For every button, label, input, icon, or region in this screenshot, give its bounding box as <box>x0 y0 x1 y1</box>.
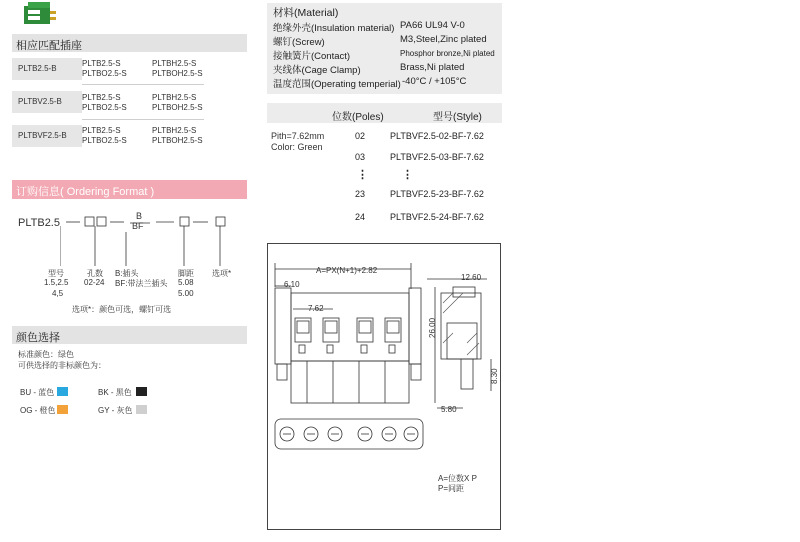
color-bu-label: BU - 蓝色 <box>20 388 55 397</box>
order-holes-v1: 02-24 <box>84 278 105 287</box>
material-value-2: M3,Steel,Zinc plated <box>400 34 487 45</box>
order-model-v1: 1.5,2.5 <box>44 278 69 287</box>
color-gy-label: GY - 灰色 <box>98 406 133 415</box>
order-pitch-v1: 5.08 <box>178 278 194 287</box>
dim-total: A=PX(N+1)+2.82 <box>316 266 378 275</box>
color-og-label: OG - 橙色 <box>20 406 56 415</box>
dim-762: 7.62 <box>308 304 324 313</box>
color-optional: 可供选择的非标颜色为： <box>18 361 106 370</box>
order-note: 选项*：颜色可选，螺钉可选 <box>72 305 172 314</box>
compat-col2-1b: PLTBOH2.5-S <box>152 69 203 78</box>
compatible-title: 相应匹配插座 <box>16 40 82 52</box>
order-b-bottom: BF <box>132 221 144 231</box>
compat-label-3: PLTBVF2.5-B <box>12 125 82 147</box>
ordering-title: 订购信息( Ordering Format ) <box>16 186 155 198</box>
technical-drawing <box>267 243 501 530</box>
style-cell-1: PLTBVF2.5-02-BF-7.62 <box>390 131 484 141</box>
dim-830: 8.30 <box>490 368 499 384</box>
color-title: 颜色选择 <box>16 332 60 344</box>
order-code-prefix: PLTB2.5 <box>18 217 60 229</box>
compat-col1-1b: PLTBO2.5-S <box>82 69 127 78</box>
compat-col2-3a: PLTBH2.5-S <box>152 126 197 135</box>
style-cell-4: PLTBVF2.5-23-BF-7.62 <box>390 189 484 199</box>
compat-col1-2b: PLTBO2.5-S <box>82 103 127 112</box>
material-name-5: 温度范围(Operating temperial) <box>273 79 401 90</box>
compat-col2-2a: PLTBH2.5-S <box>152 93 197 102</box>
color-og-swatch <box>57 405 68 414</box>
compat-label-1: PLTB2.5-B <box>12 58 82 80</box>
material-title: 材料(Material) <box>273 7 339 19</box>
style-header: 型号(Style) <box>433 112 482 123</box>
compat-col1-2a: PLTB2.5-S <box>82 93 121 102</box>
dim-610: 6.10 <box>284 280 300 289</box>
material-value-3: Phosphor bronze,Ni plated <box>400 49 495 58</box>
order-model-v2: 4,5 <box>52 289 64 298</box>
poles-cell-1: 02 <box>355 131 366 141</box>
compat-col2-1a: PLTBH2.5-S <box>152 59 197 68</box>
product-thumbnail <box>22 2 58 30</box>
material-name-4: 夹线体(Cage Clamp) <box>273 65 361 76</box>
poles-cell-4: 23 <box>355 189 366 199</box>
compat-col1-3a: PLTB2.5-S <box>82 126 121 135</box>
poles-cell-5: 24 <box>355 212 366 222</box>
color-bk-label: BK - 黑色 <box>98 388 132 397</box>
order-label-plug: B:插头 <box>115 269 139 278</box>
style-cell-5: PLTBVF2.5-24-BF-7.62 <box>390 212 484 222</box>
color-bu-swatch <box>57 387 68 396</box>
material-name-2: 螺钉(Screw) <box>273 37 325 48</box>
legend-p: P=间距 <box>438 484 465 493</box>
dim-1260: 12.60 <box>461 273 482 282</box>
color-note: Color: Green <box>271 142 323 152</box>
color-standard: 标准颜色：绿色 <box>18 350 74 359</box>
order-label-holes: 孔数 <box>87 269 103 278</box>
order-pitch-v2: 5.00 <box>178 289 194 298</box>
compat-col1-3b: PLTBO2.5-S <box>82 136 127 145</box>
material-name-1: 绝缘外壳(Insulation material) <box>273 23 395 34</box>
dim-580: 5.80 <box>441 405 457 414</box>
compat-col1-1a: PLTB2.5-S <box>82 59 121 68</box>
material-value-5: -40°C / +105°C <box>402 76 467 87</box>
poles-cell-2: 03 <box>355 152 366 162</box>
color-bk-swatch <box>136 387 147 396</box>
dim-2600: 26.00 <box>428 317 437 338</box>
compat-col2-3b: PLTBOH2.5-S <box>152 136 203 145</box>
poles-cell-3: ⋮ <box>357 169 368 181</box>
style-cell-2: PLTBVF2.5-03-BF-7.62 <box>390 152 484 162</box>
order-label-option: 选项* <box>212 269 232 278</box>
color-gy-swatch <box>136 405 147 414</box>
order-plug-v1: BF:带法兰插头 <box>115 279 168 288</box>
material-value-1: PA66 UL94 V-0 <box>400 20 465 31</box>
order-label-model: 型号 <box>48 269 64 278</box>
legend-a: A=位数X P <box>438 474 477 483</box>
material-value-4: Brass,Ni plated <box>400 62 465 73</box>
compat-col2-2b: PLTBOH2.5-S <box>152 103 203 112</box>
style-cell-3: ⋮ <box>402 169 413 181</box>
poles-header: 位数(Poles) <box>332 112 384 123</box>
compat-label-2: PLTBV2.5-B <box>12 91 82 113</box>
order-label-pitch: 脚距 <box>178 269 194 278</box>
order-code-diagram <box>60 212 240 272</box>
order-b-top: B <box>136 211 143 221</box>
pitch-note: Pith=7.62mm <box>271 131 325 141</box>
material-name-3: 接触簧片(Contact) <box>273 51 351 62</box>
